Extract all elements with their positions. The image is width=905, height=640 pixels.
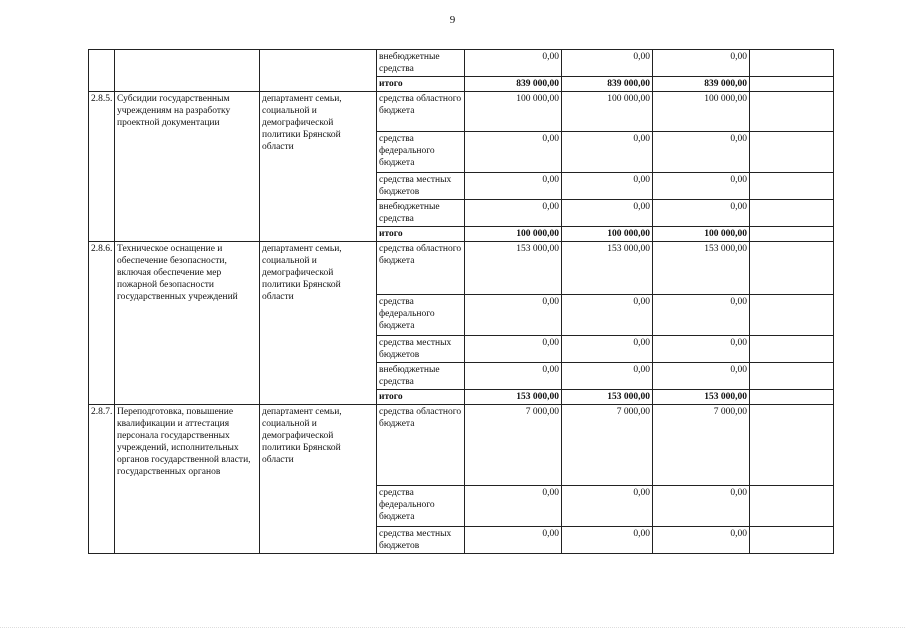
table-row [89, 405, 834, 486]
value-cell: 0,00 [653, 173, 750, 200]
source-cell: итого [377, 77, 465, 92]
value-cell: 100 000,00 [562, 92, 653, 132]
empty-cell [750, 227, 834, 242]
source-cell: итого [377, 390, 465, 405]
empty-cell [750, 527, 834, 554]
empty-cell [750, 50, 834, 77]
value-cell: 0,00 [465, 295, 562, 336]
source-cell: внебюджетные средства [377, 363, 465, 390]
empty-cell [750, 363, 834, 390]
source-cell: средства областного бюджета [377, 242, 465, 295]
value-cell: 100 000,00 [653, 227, 750, 242]
value-cell: 0,00 [562, 50, 653, 77]
value-cell: 0,00 [653, 336, 750, 363]
source-cell: средства местных бюджетов [377, 527, 465, 554]
item-name: Техническое оснащение и обеспечение безопасности, включая обеспечение мер пожарной безопасности государственных учреждений [115, 242, 260, 405]
value-cell: 0,00 [562, 132, 653, 173]
value-cell: 100 000,00 [562, 227, 653, 242]
value-cell: 153 000,00 [465, 390, 562, 405]
table-row [89, 92, 834, 132]
scan-edge [0, 623, 905, 628]
value-cell: 0,00 [653, 50, 750, 77]
value-cell: 7 000,00 [562, 405, 653, 486]
table-row [89, 50, 834, 77]
value-cell: 0,00 [562, 486, 653, 527]
source-cell: средства областного бюджета [377, 405, 465, 486]
source-cell: итого [377, 227, 465, 242]
value-cell: 100 000,00 [465, 227, 562, 242]
num-cell [89, 50, 115, 92]
value-cell: 839 000,00 [653, 77, 750, 92]
item-executor: департамент семьи, социальной и демографической политики Брянской области [260, 405, 377, 554]
value-cell: 153 000,00 [465, 242, 562, 295]
source-cell: внебюджетные средства [377, 200, 465, 227]
value-cell: 0,00 [465, 336, 562, 363]
source-cell: средства федерального бюджета [377, 295, 465, 336]
value-cell: 7 000,00 [653, 405, 750, 486]
source-cell: средства местных бюджетов [377, 173, 465, 200]
value-cell: 153 000,00 [653, 242, 750, 295]
value-cell: 0,00 [562, 200, 653, 227]
empty-cell [750, 295, 834, 336]
page-number: 9 [449, 14, 456, 26]
source-cell: средства федерального бюджета [377, 132, 465, 173]
value-cell: 7 000,00 [465, 405, 562, 486]
value-cell: 0,00 [465, 527, 562, 554]
value-cell: 0,00 [562, 336, 653, 363]
value-cell: 0,00 [562, 363, 653, 390]
value-cell: 0,00 [465, 50, 562, 77]
value-cell: 0,00 [465, 363, 562, 390]
empty-cell [750, 336, 834, 363]
source-cell: внебюджетные средства [377, 50, 465, 77]
value-cell: 153 000,00 [562, 390, 653, 405]
value-cell: 0,00 [562, 173, 653, 200]
value-cell: 100 000,00 [465, 92, 562, 132]
item-executor: департамент семьи, социальной и демографической политики Брянской области [260, 92, 377, 242]
empty-cell [750, 77, 834, 92]
item-executor: департамент семьи, социальной и демографической политики Брянской области [260, 242, 377, 405]
value-cell: 0,00 [653, 132, 750, 173]
name-cell [115, 50, 260, 92]
value-cell: 100 000,00 [653, 92, 750, 132]
source-cell: средства областного бюджета [377, 92, 465, 132]
item-number: 2.8.6. [89, 242, 115, 405]
value-cell: 0,00 [653, 486, 750, 527]
source-cell: средства федерального бюджета [377, 486, 465, 527]
value-cell: 839 000,00 [562, 77, 653, 92]
item-number: 2.8.5. [89, 92, 115, 242]
value-cell: 0,00 [653, 200, 750, 227]
source-cell: средства местных бюджетов [377, 336, 465, 363]
value-cell: 0,00 [653, 363, 750, 390]
value-cell: 0,00 [562, 295, 653, 336]
value-cell: 0,00 [653, 527, 750, 554]
table-row [89, 242, 834, 295]
executor-cell [260, 50, 377, 92]
empty-cell [750, 132, 834, 173]
empty-cell [750, 200, 834, 227]
item-name: Субсидии государственным учреждениям на разработку проектной документации [115, 92, 260, 242]
empty-cell [750, 405, 834, 486]
item-name: Переподготовка, повышение квалификации и аттестация персонала государственных учреждений, исполнительных органов государственной власти, государственных органов [115, 405, 260, 554]
empty-cell [750, 173, 834, 200]
empty-cell [750, 242, 834, 295]
value-cell: 839 000,00 [465, 77, 562, 92]
value-cell: 153 000,00 [653, 390, 750, 405]
item-number: 2.8.7. [89, 405, 115, 554]
value-cell: 0,00 [653, 295, 750, 336]
value-cell: 0,00 [562, 527, 653, 554]
budget-table [88, 49, 834, 554]
empty-cell [750, 92, 834, 132]
value-cell: 153 000,00 [562, 242, 653, 295]
empty-cell [750, 486, 834, 527]
empty-cell [750, 390, 834, 405]
value-cell: 0,00 [465, 132, 562, 173]
value-cell: 0,00 [465, 173, 562, 200]
value-cell: 0,00 [465, 200, 562, 227]
value-cell: 0,00 [465, 486, 562, 527]
